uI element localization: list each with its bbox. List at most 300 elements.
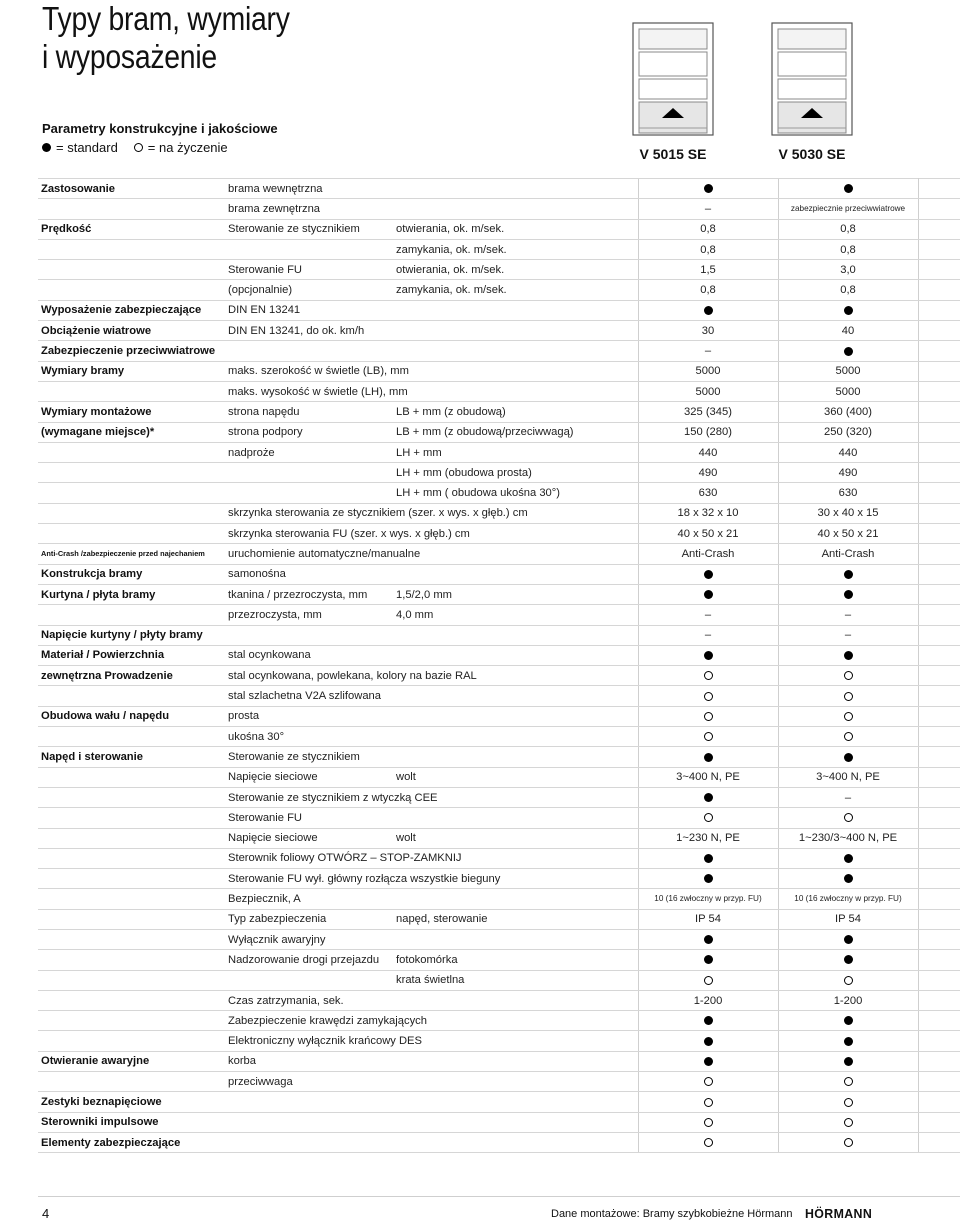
row-category: Elementy zabezpieczające: [38, 1132, 228, 1152]
row-category: [38, 260, 228, 280]
row-spacer: [918, 747, 960, 767]
row-detail: [396, 179, 638, 199]
row-spacer: [918, 544, 960, 564]
table-row: [38, 1072, 960, 1092]
row-detail: [396, 686, 638, 706]
row-detail: [396, 808, 638, 828]
row-spacer: [918, 605, 960, 625]
value-v5030: [778, 341, 918, 361]
table-row: [38, 341, 960, 361]
table-row: [38, 990, 960, 1010]
value-v5030: 630: [778, 483, 918, 503]
table-row: [38, 1051, 960, 1071]
table-row: [38, 300, 960, 320]
value-v5015: 1~230 N, PE: [638, 828, 778, 848]
table-row: [38, 767, 960, 787]
row-category: Materiał / Powierzchnia: [38, 645, 228, 665]
row-spacer: [918, 990, 960, 1010]
filled-circle-icon: [844, 184, 853, 193]
row-parameter: [228, 239, 396, 259]
row-parameter: brama zewnętrzna: [228, 199, 396, 219]
row-category: (wymagane miejsce)*: [38, 422, 228, 442]
table-row: [38, 889, 960, 909]
table-row: [38, 1031, 960, 1051]
open-circle-icon: [844, 1118, 853, 1127]
row-category: [38, 605, 228, 625]
row-category: Kurtyna / płyta bramy: [38, 584, 228, 604]
value-v5015: [638, 929, 778, 949]
row-detail: [396, 1051, 638, 1071]
value-v5030: zabezpiecznie przeciwwiatrowe: [778, 199, 918, 219]
value-v5015: [638, 1132, 778, 1152]
row-category: [38, 483, 228, 503]
open-circle-icon: [844, 1077, 853, 1086]
row-detail: [396, 706, 638, 726]
table-row: [38, 402, 960, 422]
value-v5015: [638, 584, 778, 604]
table-row: [38, 686, 960, 706]
row-parameter: ukośna 30°: [228, 727, 396, 747]
value-v5015: [638, 564, 778, 584]
value-v5030: [778, 1051, 918, 1071]
row-category: Anti-Crash /zabezpieczenie przed najechaniem: [38, 544, 228, 564]
row-spacer: [918, 260, 960, 280]
row-detail: zamykania, ok. m/sek.: [396, 239, 638, 259]
section-subtitle: Parametry konstrukcyjne i jakościowe: [42, 121, 278, 136]
table-row: [38, 422, 960, 442]
value-v5015: 630: [638, 483, 778, 503]
value-v5015: –: [638, 341, 778, 361]
open-circle-icon: [134, 143, 143, 152]
row-detail: [396, 300, 638, 320]
row-spacer: [918, 524, 960, 544]
value-v5015: [638, 666, 778, 686]
value-v5015: Anti-Crash: [638, 544, 778, 564]
row-parameter: stal szlachetna V2A szlifowana: [228, 686, 396, 706]
open-circle-icon: [704, 1138, 713, 1147]
row-detail: LB + mm (z obudową): [396, 402, 638, 422]
row-parameter: [228, 483, 396, 503]
row-spacer: [918, 848, 960, 868]
row-spacer: [918, 767, 960, 787]
row-parameter: Typ zabezpieczenia: [228, 909, 396, 929]
row-detail: otwierania, ok. m/sek.: [396, 219, 638, 239]
table-row: [38, 605, 960, 625]
row-parameter: samonośna: [228, 564, 396, 584]
row-spacer: [918, 828, 960, 848]
page-title-line-2: i wyposażenie: [42, 38, 217, 75]
row-parameter: [228, 1092, 396, 1112]
row-spacer: [918, 1011, 960, 1031]
value-v5030: –: [778, 787, 918, 807]
table-row: [38, 950, 960, 970]
row-detail: wolt: [396, 767, 638, 787]
row-spacer: [918, 645, 960, 665]
row-category: Konstrukcja bramy: [38, 564, 228, 584]
filled-circle-icon: [704, 570, 713, 579]
row-detail: [396, 321, 638, 341]
table-row: [38, 1011, 960, 1031]
row-category: [38, 848, 228, 868]
value-v5030: [778, 584, 918, 604]
value-v5030: 3~400 N, PE: [778, 767, 918, 787]
row-spacer: [918, 1132, 960, 1152]
filled-circle-icon: [844, 753, 853, 762]
row-category: Prędkość: [38, 219, 228, 239]
table-row: [38, 869, 960, 889]
value-v5015: [638, 1112, 778, 1132]
value-v5030: [778, 808, 918, 828]
row-category: [38, 280, 228, 300]
row-parameter: brama wewnętrzna: [228, 179, 396, 199]
row-detail: [396, 990, 638, 1010]
row-parameter: Wyłącznik awaryjny: [228, 929, 396, 949]
row-category: Wymiary bramy: [38, 361, 228, 381]
filled-circle-icon: [844, 590, 853, 599]
table-row: [38, 1132, 960, 1152]
value-v5030: [778, 666, 918, 686]
table-row: [38, 483, 960, 503]
value-v5015: [638, 808, 778, 828]
value-v5030: [778, 848, 918, 868]
table-row: [38, 179, 960, 199]
value-v5015: 1-200: [638, 990, 778, 1010]
table-row: [38, 544, 960, 564]
table-row: [38, 463, 960, 483]
row-detail: LH + mm: [396, 442, 638, 462]
filled-circle-icon: [704, 955, 713, 964]
filled-circle-icon: [844, 955, 853, 964]
value-v5015: 10 (16 zwłoczny w przyp. FU): [638, 889, 778, 909]
row-category: zewnętrzna Prowadzenie: [38, 666, 228, 686]
row-category: Sterowniki impulsowe: [38, 1112, 228, 1132]
value-v5030: [778, 564, 918, 584]
row-detail: wolt: [396, 828, 638, 848]
page-number: 4: [42, 1206, 50, 1221]
row-spacer: [918, 1092, 960, 1112]
legend-standard-label: = standard: [56, 140, 118, 155]
row-category: [38, 828, 228, 848]
open-circle-icon: [704, 692, 713, 701]
row-parameter: [228, 970, 396, 990]
row-category: Wyposażenie zabezpieczające: [38, 300, 228, 320]
row-detail: napęd, sterowanie: [396, 909, 638, 929]
value-v5030: [778, 869, 918, 889]
row-detail: 4,0 mm: [396, 605, 638, 625]
row-category: [38, 767, 228, 787]
row-parameter: [228, 1132, 396, 1152]
value-v5030: 250 (320): [778, 422, 918, 442]
row-parameter: Sterowanie FU wył. główny rozłącza wszystkie bieguny: [228, 869, 638, 889]
row-category: [38, 524, 228, 544]
row-category: [38, 869, 228, 889]
value-v5030: 0,8: [778, 280, 918, 300]
row-spacer: [918, 442, 960, 462]
value-v5030: 0,8: [778, 239, 918, 259]
row-category: [38, 970, 228, 990]
footer-text: Dane montażowe: Bramy szybkobieżne Hörmann: [551, 1208, 793, 1220]
table-row: [38, 381, 960, 401]
row-spacer: [918, 321, 960, 341]
value-v5030: [778, 747, 918, 767]
row-parameter: [228, 625, 396, 645]
row-parameter: Nadzorowanie drogi przejazdu: [228, 950, 396, 970]
table-row: [38, 524, 960, 544]
row-category: [38, 929, 228, 949]
row-category: [38, 199, 228, 219]
filled-circle-icon: [844, 1037, 853, 1046]
row-parameter: Sterowanie FU: [228, 808, 396, 828]
row-parameter: maks. szerokość w świetle (LB), mm: [228, 361, 638, 381]
row-category: [38, 727, 228, 747]
row-detail: zamykania, ok. m/sek.: [396, 280, 638, 300]
row-spacer: [918, 1051, 960, 1071]
value-v5030: [778, 179, 918, 199]
value-v5015: IP 54: [638, 909, 778, 929]
row-category: [38, 442, 228, 462]
row-parameter: Sterowanie ze stycznikiem z wtyczką CEE: [228, 787, 638, 807]
row-detail: [396, 747, 638, 767]
value-v5030: [778, 1132, 918, 1152]
row-category: [38, 889, 228, 909]
row-parameter: Zabezpieczenie krawędzi zamykających: [228, 1011, 638, 1031]
open-circle-icon: [704, 976, 713, 985]
row-spacer: [918, 950, 960, 970]
value-v5030: 440: [778, 442, 918, 462]
table-row: [38, 584, 960, 604]
row-spacer: [918, 483, 960, 503]
row-category: Napięcie kurtyny / płyty bramy: [38, 625, 228, 645]
value-v5030: 5000: [778, 381, 918, 401]
open-circle-icon: [844, 813, 853, 822]
row-category: [38, 1072, 228, 1092]
table-row: [38, 219, 960, 239]
row-parameter: Sterownik foliowy OTWÓRZ – STOP-ZAMKNIJ: [228, 848, 638, 868]
row-spacer: [918, 239, 960, 259]
row-parameter: skrzynka sterowania FU (szer. x wys. x głęb.) cm: [228, 524, 638, 544]
row-parameter: uruchomienie automatyczne/manualne: [228, 544, 638, 564]
row-parameter: (opcjonalnie): [228, 280, 396, 300]
filled-circle-icon: [844, 570, 853, 579]
row-spacer: [918, 1072, 960, 1092]
value-v5030: [778, 1011, 918, 1031]
filled-circle-icon: [844, 1057, 853, 1066]
row-spacer: [918, 584, 960, 604]
row-spacer: [918, 361, 960, 381]
filled-circle-icon: [704, 184, 713, 193]
row-parameter: Sterowanie FU: [228, 260, 396, 280]
open-circle-icon: [844, 671, 853, 680]
row-category: [38, 950, 228, 970]
open-circle-icon: [704, 732, 713, 741]
row-category: [38, 503, 228, 523]
row-category: Wymiary montażowe: [38, 402, 228, 422]
door-v5015-illustration-icon: [632, 22, 714, 136]
spec-table: [38, 178, 960, 1153]
legend-option-label: = na życzenie: [147, 140, 228, 155]
row-spacer: [918, 970, 960, 990]
model-label-v5030: V 5030 SE: [778, 146, 846, 162]
value-v5015: [638, 848, 778, 868]
table-row: [38, 1092, 960, 1112]
table-row: [38, 929, 960, 949]
row-category: [38, 808, 228, 828]
row-spacer: [918, 341, 960, 361]
value-v5015: [638, 300, 778, 320]
value-v5030: [778, 645, 918, 665]
row-detail: otwierania, ok. m/sek.: [396, 260, 638, 280]
filled-circle-icon: [704, 753, 713, 762]
value-v5030: 360 (400): [778, 402, 918, 422]
row-spacer: [918, 929, 960, 949]
value-v5015: [638, 747, 778, 767]
row-detail: [396, 1132, 638, 1152]
value-v5015: [638, 1072, 778, 1092]
open-circle-icon: [844, 692, 853, 701]
row-category: Napęd i sterowanie: [38, 747, 228, 767]
filled-circle-icon: [704, 1057, 713, 1066]
row-spacer: [918, 787, 960, 807]
value-v5030: –: [778, 625, 918, 645]
row-category: [38, 463, 228, 483]
brand-logo: HÖRMANN: [805, 1206, 873, 1221]
value-v5015: [638, 1011, 778, 1031]
row-spacer: [918, 300, 960, 320]
row-detail: [396, 889, 638, 909]
filled-circle-icon: [704, 306, 713, 315]
value-v5030: [778, 970, 918, 990]
value-v5030: [778, 1092, 918, 1112]
value-v5030: 5000: [778, 361, 918, 381]
value-v5015: –: [638, 625, 778, 645]
filled-circle-icon: [844, 874, 853, 883]
row-category: [38, 381, 228, 401]
value-v5030: [778, 1112, 918, 1132]
table-row: [38, 970, 960, 990]
row-spacer: [918, 686, 960, 706]
row-parameter: Bezpiecznik, A: [228, 889, 396, 909]
table-row: [38, 503, 960, 523]
open-circle-icon: [704, 671, 713, 680]
value-v5015: 40 x 50 x 21: [638, 524, 778, 544]
row-detail: LH + mm (obudowa prosta): [396, 463, 638, 483]
open-circle-icon: [704, 1098, 713, 1107]
table-row: [38, 909, 960, 929]
value-v5015: 3~400 N, PE: [638, 767, 778, 787]
row-detail: [396, 199, 638, 219]
value-v5030: 0,8: [778, 219, 918, 239]
legend: [42, 140, 228, 155]
table-row: [38, 666, 960, 686]
row-category: Zastosowanie: [38, 179, 228, 199]
table-row: [38, 564, 960, 584]
row-detail: fotokomórka: [396, 950, 638, 970]
row-category: Obciążenie wiatrowe: [38, 321, 228, 341]
row-spacer: [918, 706, 960, 726]
row-category: [38, 1011, 228, 1031]
value-v5015: 5000: [638, 361, 778, 381]
value-v5015: 1,5: [638, 260, 778, 280]
row-parameter: stal ocynkowana: [228, 645, 396, 665]
value-v5030: 10 (16 zwłoczny w przyp. FU): [778, 889, 918, 909]
row-parameter: [228, 463, 396, 483]
value-v5030: [778, 950, 918, 970]
value-v5030: –: [778, 605, 918, 625]
value-v5030: [778, 1031, 918, 1051]
filled-circle-icon: [844, 935, 853, 944]
value-v5030: 1~230/3~400 N, PE: [778, 828, 918, 848]
row-spacer: [918, 1112, 960, 1132]
filled-circle-icon: [704, 874, 713, 883]
value-v5015: [638, 970, 778, 990]
open-circle-icon: [704, 1077, 713, 1086]
row-category: [38, 686, 228, 706]
open-circle-icon: [844, 712, 853, 721]
row-spacer: [918, 503, 960, 523]
filled-circle-icon: [844, 1016, 853, 1025]
value-v5015: [638, 179, 778, 199]
value-v5015: 490: [638, 463, 778, 483]
value-v5030: 490: [778, 463, 918, 483]
page-title: [42, 0, 290, 76]
row-spacer: [918, 625, 960, 645]
row-parameter: Czas zatrzymania, sek.: [228, 990, 396, 1010]
table-row: [38, 1112, 960, 1132]
open-circle-icon: [704, 712, 713, 721]
row-parameter: stal ocynkowana, powlekana, kolory na bazie RAL: [228, 666, 638, 686]
row-category: [38, 787, 228, 807]
row-category: [38, 239, 228, 259]
value-v5015: [638, 869, 778, 889]
table-row: [38, 199, 960, 219]
table-row: [38, 321, 960, 341]
filled-circle-icon: [704, 590, 713, 599]
row-detail: [396, 929, 638, 949]
value-v5015: [638, 706, 778, 726]
value-v5015: 5000: [638, 381, 778, 401]
table-row: [38, 625, 960, 645]
row-spacer: [918, 1031, 960, 1051]
row-parameter: Elektroniczny wyłącznik krańcowy DES: [228, 1031, 638, 1051]
value-v5030: IP 54: [778, 909, 918, 929]
row-spacer: [918, 808, 960, 828]
value-v5015: [638, 727, 778, 747]
open-circle-icon: [844, 732, 853, 741]
row-detail: LH + mm ( obudowa ukośna 30°): [396, 483, 638, 503]
row-parameter: tkanina / przezroczysta, mm: [228, 584, 396, 604]
row-category: Otwieranie awaryjne: [38, 1051, 228, 1071]
table-row: [38, 260, 960, 280]
row-category: [38, 990, 228, 1010]
row-parameter: maks. wysokość w świetle (LH), mm: [228, 381, 638, 401]
value-v5030: [778, 929, 918, 949]
value-v5015: [638, 686, 778, 706]
table-row: [38, 442, 960, 462]
value-v5015: 18 x 32 x 10: [638, 503, 778, 523]
row-spacer: [918, 280, 960, 300]
row-detail: 1,5/2,0 mm: [396, 584, 638, 604]
row-category: Obudowa wału / napędu: [38, 706, 228, 726]
open-circle-icon: [844, 1098, 853, 1107]
value-v5015: [638, 1031, 778, 1051]
row-parameter: strona podpory: [228, 422, 396, 442]
row-detail: [396, 645, 638, 665]
row-parameter: przeciwwaga: [228, 1072, 396, 1092]
open-circle-icon: [844, 1138, 853, 1147]
value-v5015: 30: [638, 321, 778, 341]
filled-circle-icon: [704, 1037, 713, 1046]
filled-circle-icon: [704, 935, 713, 944]
